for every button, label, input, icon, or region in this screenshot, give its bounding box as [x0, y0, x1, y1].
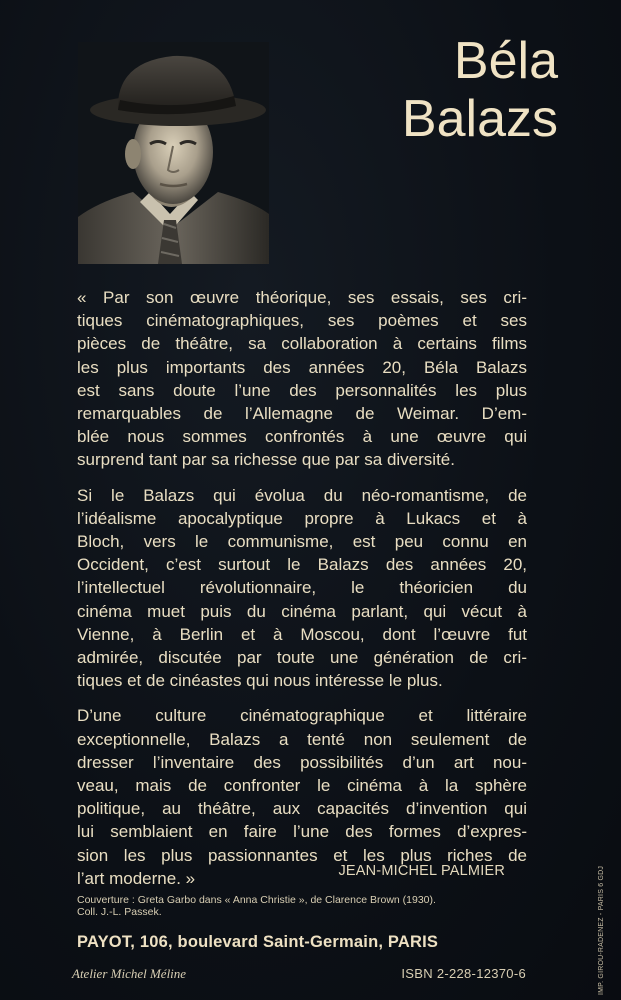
text-line: l’idéalisme apocalyptique propre à Lukacs et à: [77, 508, 527, 528]
text-line: cinéma muet puis du cinéma parlant, qui vécut à: [77, 601, 527, 621]
text-line: politique, au théâtre, aux capacités d’invention qui: [77, 799, 527, 819]
text-line: l’art moderne. »: [77, 868, 196, 888]
text-line: Bloch, vers le communisme, est peu connu en: [77, 532, 527, 552]
text-line: tiques et de cinéastes qui nous intéresse le plus.: [77, 671, 443, 691]
blurb-paragraph-1: [77, 286, 527, 472]
text-line: lui semblaient en faire l’une des formes d’expres-: [77, 822, 527, 842]
text-line: veau, mais de confronter le cinéma à la sphère: [77, 776, 527, 796]
credit-line-1: Couverture : Greta Garbo dans « Anna Christie », de Clarence Brown (1930).: [77, 894, 436, 906]
text-line: surprend tant par sa richesse que par sa diversité.: [77, 450, 455, 470]
text-line: l’intellectuel révolutionnaire, le théoricien du: [77, 578, 527, 598]
text-line: sion les plus passionnantes et les plus riches de: [77, 845, 527, 865]
text-line: Si le Balazs qui évolua du néo-romantisme, de: [77, 485, 527, 505]
text-line: est sans doute l’une des personnalités les plus: [77, 380, 527, 400]
text-line: admirée, discutée par toute une génération de cri-: [77, 648, 527, 668]
text-line: dresser l’inventaire des possibilités d’un art nou-: [77, 752, 527, 772]
text-line: remarquables de l’Allemagne de Weimar. D’em-: [77, 404, 527, 424]
blurb-paragraph-2: [77, 484, 527, 693]
isbn-number: ISBN 2-228-12370-6: [401, 966, 526, 981]
cover-credit: [77, 894, 436, 918]
title-line-2: Balazs: [401, 90, 558, 148]
printer-mark: IMP. GIROU-RADENEZ - PARIS 6 GDJ: [598, 865, 605, 995]
text-line: Occident, c’est surtout le Balazs des années 20,: [77, 555, 527, 575]
text-line: exceptionnelle, Balazs a tenté non seulement de: [77, 729, 527, 749]
text-line: pièces de théâtre, sa collaboration à certains films: [77, 334, 527, 354]
text-line: tiques cinématographiques, ses poèmes et ses: [77, 311, 527, 331]
title-line-1: Béla: [453, 32, 558, 90]
text-line: Vienne, à Berlin et à Moscou, dont l’œuvre fut: [77, 624, 527, 644]
book-title: [402, 32, 558, 148]
blurb-author: JEAN-MICHEL PALMIER: [338, 863, 505, 879]
blurb-text: [77, 286, 527, 902]
text-line: « Par son œuvre théorique, ses essais, ses cri-: [77, 288, 527, 307]
author-portrait-photo: [78, 42, 269, 264]
publisher-address: PAYOT, 106, boulevard Saint-Germain, PARIS: [77, 933, 439, 951]
text-line: les plus importants des années 20, Béla Balazs: [77, 357, 527, 377]
text-line: D’une culture cinématographique et littéraire: [77, 706, 527, 726]
design-credit: Atelier Michel Méline: [72, 966, 187, 981]
credit-line-2: Coll. J.-L. Passek.: [77, 906, 162, 918]
text-line: blée nous sommes confrontés à une œuvre qui: [77, 427, 527, 447]
